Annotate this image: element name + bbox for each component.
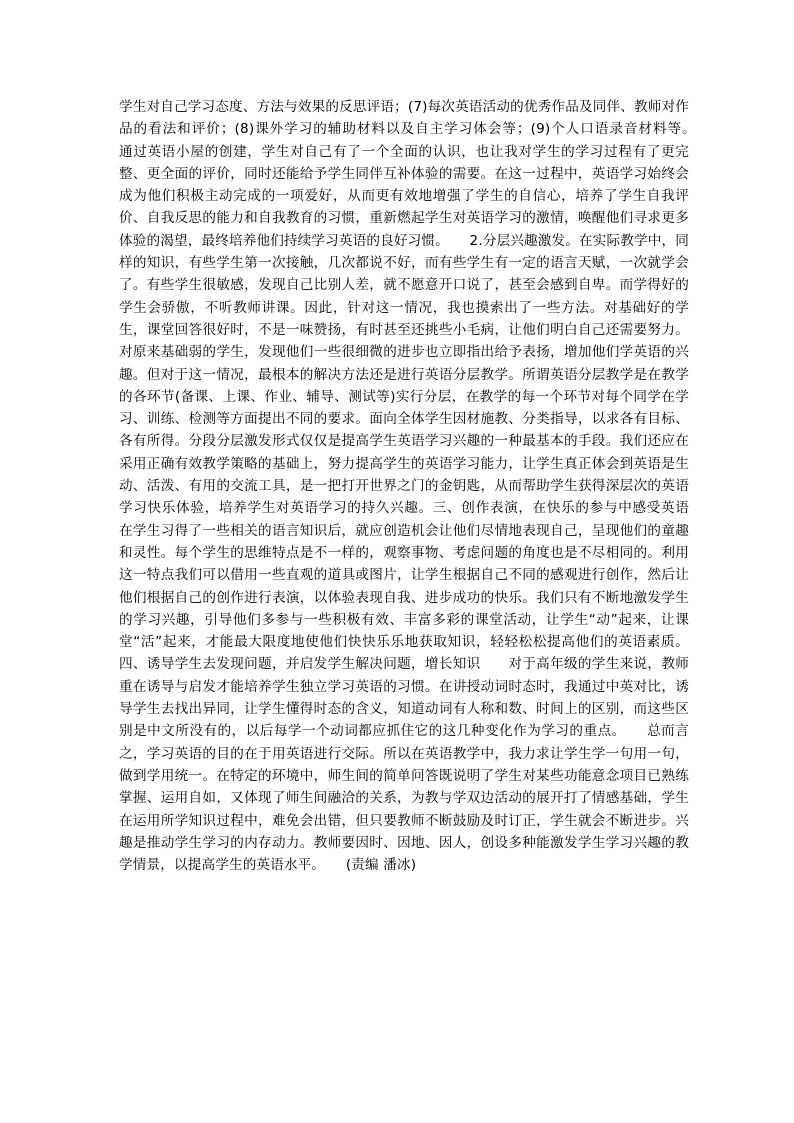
article-body-text: 学生对自己学习态度、方法与效果的反思评语；(7)每次英语活动的优秀作品及同伴、教师对作品的看法和评价；(8)课外学习的辅助材料以及自主学习体会等；(9)个人口语录音材料等。 通过英语小屋的创建，学生对自己有了一个全面的认识，也让我对学生的学习过程有了更完整、更全面的评价，同时还能给予学生同伴互补体验的需要。在这一过程中，英语学习始终会成为他们积极主动完成的一项爱好，从而更有效地增强了学生的自信心，培养了学生自我评价、自我反思的能力和自我教育的习惯，重新燃起学生对英语学习的激情，唤醒他们寻求更多体验的渴望，最终培养他们持续学习英语的良好习惯。 2.分层兴趣激发。在实际教学中，同样的知识，有些学生第一次接触，几次都说不好，而有些学生有一定的语言天赋，一次就学会了。有些学生很敏感，发现自己比别人差，就不愿意开口说了，甚至会感到自卑。而学得好的学生会骄傲，不听教师讲课。因此，针对这一情况，我也摸索出了一些方法。对基础好的学生，课堂回答很好时，不是一味赞扬，有时甚至还挑些小毛病，让他们明白自己还需要努力。对原来基础弱的学生，发现他们一些很细微的进步也立即指出给予表扬，增加他们学英语的兴趣。但对于这一情况，最根本的解决方法还是进行英语分层教学。所谓英语分层教学是在教学的各环节(备课、上课、作业、辅导、测试等)实行分层，在教学的每一个环节对每个同学在学习、训练、检测等方面提出不同的要求。面向全体学生因材施教、分类指导，以求各有目标、各有所得。分段分层激发形式仅仅是提高学生英语学习兴趣的一种最基本的手段。我们还应在采用正确有效教学策略的基础上，努力提高学生的英语学习能力，让学生真正体会到英语是生动、活泼、有用的交流工具，是一把打开世界之门的金钥匙，从而帮助学生获得深层次的英语学习快乐体验，培养学生对英语学习的持久兴趣。三、创作表演，在快乐的参与中感受英语 在学生习得了一些相关的语言知识后，就应创造机会让他们尽情地表现自己，呈现他们的童趣和灵性。每个学生的思维特点是不一样的，观察事物、考虑问题的角度也是不尽相同的。利用这一特点我们可以借用一些直观的道具或图片，让学生根据自己不同的感观进行创作，然后让他们根据自己的创作进行表演，以体验表现自我、进步成功的快乐。我们只有不断地激发学生的学习兴趣，引导他们多参与一些积极有效、丰富多彩的课堂活动，让学生“动”起来，让课堂“活”起来，才能最大限度地使他们快快乐乐地获取知识，轻轻松松提高他们的英语素质。四、诱导学生去发现问题，并启发学生解决问题，增长知识 对于高年级的学生来说，教师重在诱导与启发才能培养学生独立学习英语的习惯。在讲授动词时态时，我通过中英对比，诱导学生去找出异同，让学生懂得时态的含义，知道动词有人称和数、时间上的区别，而这些区别是中文所没有的，以后每学一个动词都应抓住它的这几种变化作为学习的重点。 总而言之，学习英语的目的在于用英语进行交际。所以在英语教学中，我力求让学生学一句用一句，做到学用统一。在特定的环境中，师生间的简单问答既说明了学生对某些功能意念项目已熟练掌握、运用自如，又体现了师生间融洽的关系，为教与学双边活动的展开打了情感基础，学生在运用所学知识过程中，难免会出错，但只要教师不断鼓励及时订正，学生就会不断进步。兴趣是推动学生学习的内存动力。教师要因时、因地、因人，创设多种能激发学生学习兴趣的教学情景，以提高学生的英语水平。 (责编 潘冰) <box>119 99 717 874</box>
